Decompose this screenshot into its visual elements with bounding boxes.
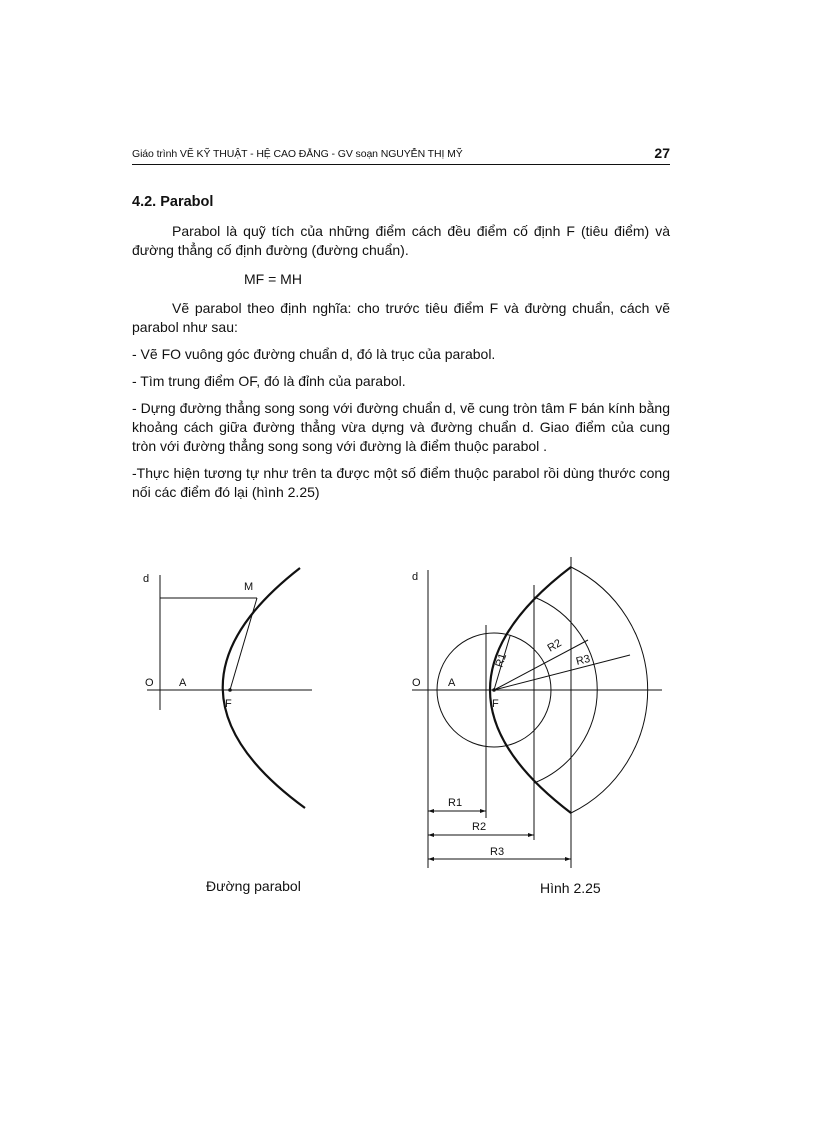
label-dim-r1: R1	[448, 797, 463, 809]
label-radius-r2: R2	[545, 637, 564, 655]
label-dim-r3: R3	[490, 846, 505, 858]
label-o: O	[145, 677, 154, 689]
page-number: 27	[654, 145, 670, 161]
caption-left: Đường parabol	[206, 878, 301, 894]
label-radius-r3: R3	[574, 652, 592, 668]
figure-parabol-definition	[147, 568, 312, 808]
label-o: O	[412, 677, 421, 689]
parabola-curve	[223, 568, 305, 808]
step-item: - Tìm trung điểm OF, đó là đỉnh của parabol.	[132, 373, 406, 389]
focus-point	[228, 688, 232, 692]
label-f: F	[225, 698, 232, 710]
figure-parabol-construction	[412, 557, 662, 868]
step-item: -Thực hiện tương tự như trên ta được một số điểm thuộc parabol rồi dùng thước cong nối các điểm đó lại (hình 2.25)	[132, 465, 670, 500]
focus-point	[492, 688, 496, 692]
caption-right: Hình 2.25	[540, 880, 601, 896]
label-radius-r1: R1	[493, 651, 510, 669]
radius-r3	[494, 652, 630, 690]
label-a: A	[448, 677, 456, 689]
radius-r2	[494, 640, 588, 690]
section-title: 4.2. Parabol	[132, 194, 214, 210]
label-m: M	[244, 581, 254, 593]
label-f: F	[492, 698, 499, 710]
label-dim-r2: R2	[472, 821, 487, 833]
step-item: - Vẽ FO vuông góc đường chuẩn d, đó là trục của parabol.	[132, 346, 496, 362]
intro-paragraph: Vẽ parabol theo định nghĩa: cho trước tiêu điểm F và đường chuẩn, cách vẽ parabol như sau:	[132, 300, 670, 335]
label-d: d	[143, 573, 150, 585]
definition-paragraph: Parabol là quỹ tích của những điểm cách đều điểm cố định F (tiêu điểm) và đường thẳng cố định đường (đường chuẩn).	[132, 223, 670, 258]
header-title: Giáo trình VẼ KỸ THUẬT - HỆ CAO ĐẲNG - GV soạn NGUYỄN THỊ MỸ	[132, 148, 463, 160]
formula: MF = MH	[244, 271, 302, 287]
label-a: A	[179, 677, 187, 689]
label-d: d	[412, 571, 419, 583]
step-item: - Dựng đường thẳng song song với đường chuẩn d, vẽ cung tròn tâm F bán kính bằng khoảng cách giữa đường thẳng vừa dựng và đường chuẩn d. Giao điểm của cung tròn với đường thẳng song song với đường là điểm thuộc parabol .	[132, 400, 670, 454]
